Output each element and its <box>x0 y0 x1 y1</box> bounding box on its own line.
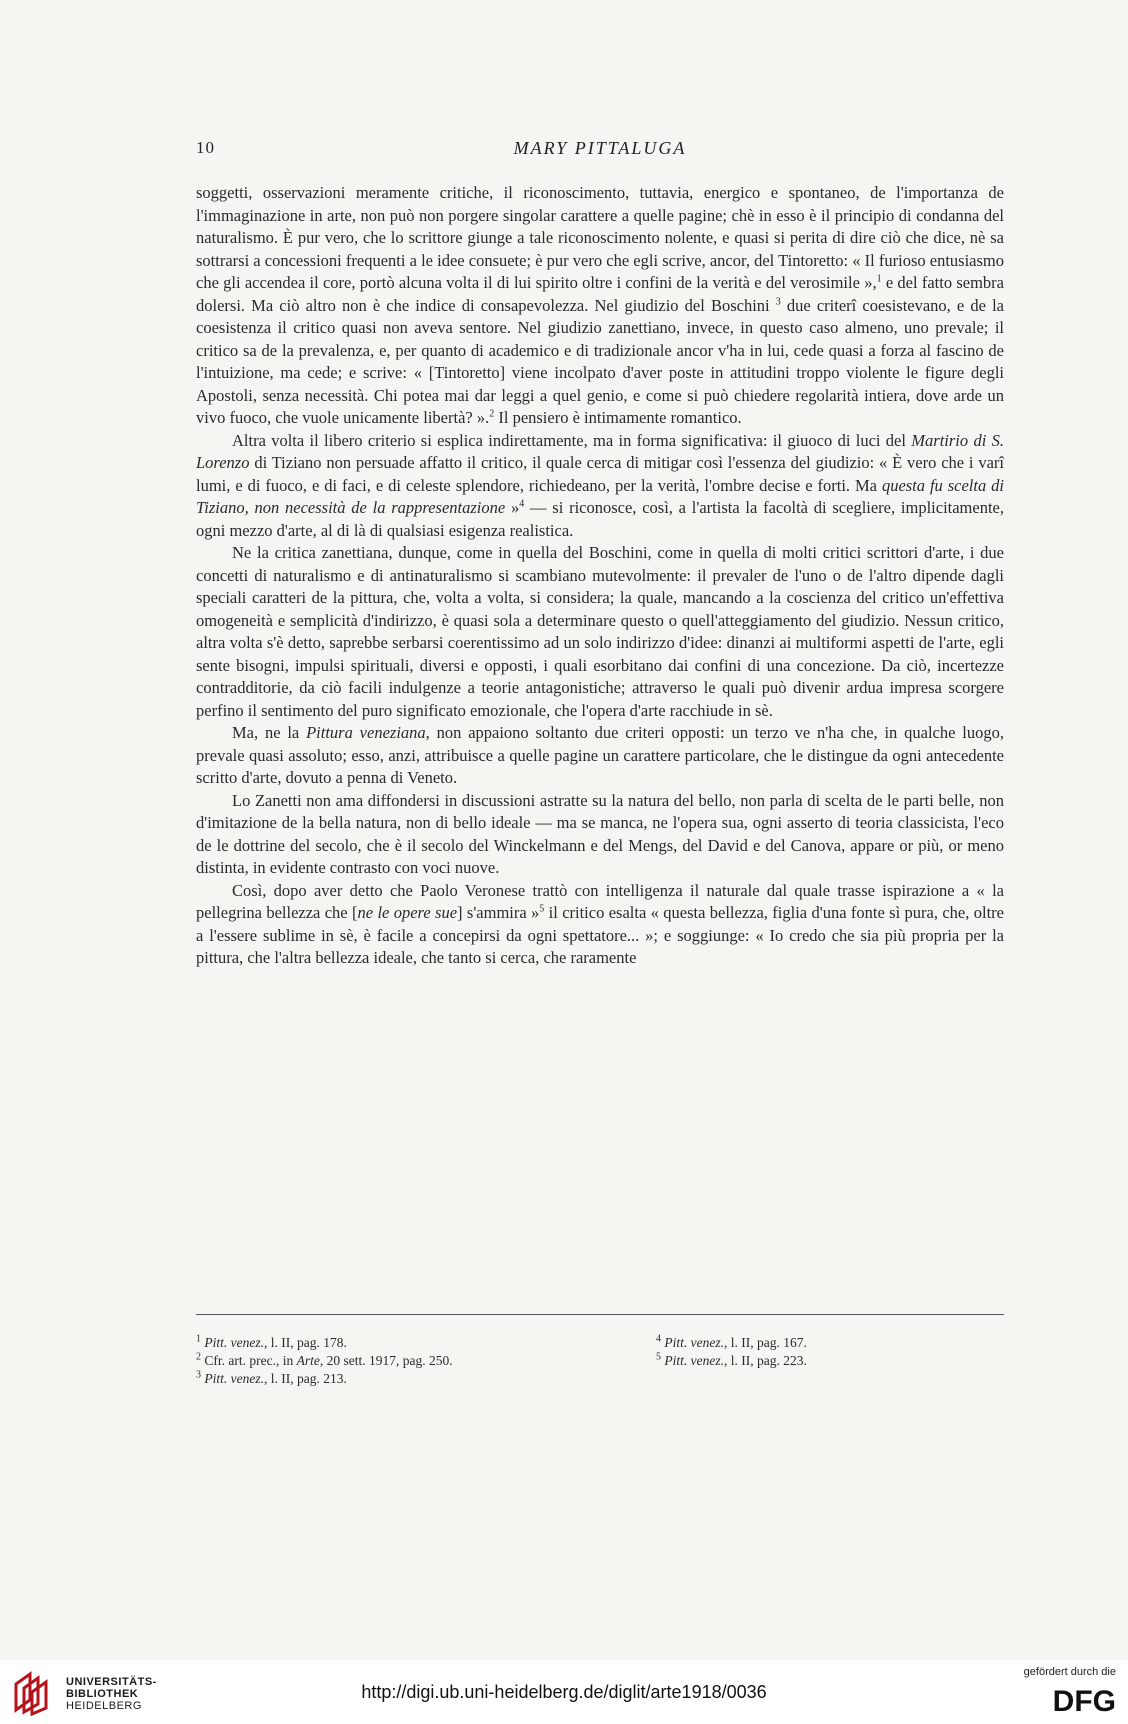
paragraph-6: Così, dopo aver detto che Paolo Veronese trattò con intelligenza il naturale dal quale trasse ispirazione a « la pellegrina bellezza che [ne le opere sue] s'ammira »$^5$ il critico esalta « questa bellezza, figlia d'una fonte sì pura, che, oltre a l'essere sublime in sè, è facile a concepirsi da ogni spettatore... »; e soggiunge: « Io credo che sia più propria per la pittura, che l'altra bellezza ideale, che tanto si cerca, che raramente <box>196 880 1004 967</box>
funded-by-text: gefördert durch die <box>1023 1666 1116 1678</box>
footnote-2: $^2$ Cfr. art. prec., in Arte, 20 sett. 1917, pag. 250. <box>196 1351 453 1368</box>
paragraph-2: Altra volta il libero criterio si esplica indirettamente, ma in forma significativa: il giuoco di luci del Martirio di S. Lorenzo di Tiziano non persuade affatto il critico, il quale cerca di mitigar così l'essenza del giudizio: « È vero che i varî lumi, e di fuoco, e di faci, e di celeste splendore, richiedeano, per la verità, l'ombre decise e forti. Ma questa fu scelta di Tiziano, non necessità de la rappresentazione »$^4$ — si riconosce, così, a l'artista la facoltà di scegliere, implicitamente, ogni mezzo d'arte, al di là di qualsiasi esigenza realistica. <box>196 430 1004 540</box>
footnotes-left-column <box>196 1334 616 1388</box>
book-title: Pittura veneziana <box>306 723 426 742</box>
body-text <box>196 182 1004 970</box>
dfg-logo <box>1020 1684 1116 1714</box>
dfg-logo-text: DFG <box>1052 1685 1116 1714</box>
footnote-divider <box>196 1314 1004 1315</box>
footnote-1: $^1$ Pitt. venez., l. II, pag. 178. <box>196 1333 347 1350</box>
italic-quote: questa fu scelta di Tiziano, non necessità de la rappresentazione <box>196 475 1004 517</box>
footnote-ref-3: 3 <box>775 296 781 307</box>
italic-insert: ne le opere sue <box>357 903 458 922</box>
document-url-link[interactable]: http://digi.ub.uni-heidelberg.de/diglit/arte1918/0036 <box>361 1682 767 1702</box>
artwork-title: Martirio di S. Lorenzo <box>196 430 1004 472</box>
paragraph-5: Lo Zanetti non ama diffondersi in discussioni astratte su la natura del bello, non parla di scelta de le parti belle, non d'imitazione de la bella natura, non di bello ideale — ma se manca, ne l'opera sua, ogni asserto di teoria classicista, l'eco de le dottrine del secolo, che è il secolo del Winckelmann e del Mengs, del David e del Canova, appare or più, or meno distinta, in evidente contrasto con voci nuove. <box>196 790 1004 877</box>
funder-block <box>1006 1666 1116 1714</box>
digitization-footer <box>0 1660 1128 1724</box>
footnotes-right-column <box>656 1334 1004 1370</box>
footnote-5: $^5$ Pitt. venez., l. II, pag. 223. <box>656 1351 807 1368</box>
footnote-4: $^4$ Pitt. venez., l. II, pag. 167. <box>656 1333 807 1350</box>
page-header <box>196 138 1004 168</box>
paragraph-4: Ma, ne la Pittura veneziana, non appaiono soltanto due criteri opposti: un terzo ve n'ha che, in qualche luogo, prevale quasi assoluto; esso, anzi, attribuisce a quelle pagine un carattere particolare, che le distingue da ogni antecedente scritto d'arte, dovuto a penna di Veneto. <box>196 723 1004 787</box>
running-title: MARY PITTALUGA <box>513 138 687 158</box>
footnote-3: $^3$ Pitt. venez., l. II, pag. 213. <box>196 1369 347 1386</box>
footnote-ref-1: 1 <box>876 273 882 285</box>
paragraph-1: soggetti, osservazioni meramente critiche, il riconoscimento, tuttavia, energico e spontaneo, de l'importanza de l'immaginazione in arte, non può non porgere singolar carattere a quelle pagine; chè in esso è il principio di condanna del naturalismo. È pur vero, che lo scrittore giunge a tale riconoscimento nolente, e quasi si perita di dire ciò che dice, nè sa sottrarsi a concessioni frequenti a le idee consuete; è pur vero che egli scrive, ancor, del Tintoretto: « Il furioso entusiasmo che gli accendea il core, portò alcuna volta il di lui spirito oltre i confini de la verità e del verosimile »,$^1$ e del fatto sembra dolersi. Ma ciò altro non è che indice di consapevolezza. Nel giudizio del Boschini $^3$ due criterî coesistevano, e de la coesistenza il critico quasi non aveva sentore. Nel giudizio zanettiano, invece, in questo caso almeno, uno prevale; il critico sa de la prevalenza, e, per quanto di academico e di tradizionale ancor v'ha in lui, cede quasi a forza al fascino de l'intuizione, ma cede; e scrive: « [Tintoretto] viene incolpato d'aver poste in attitudini troppo violente le figure degli Apostoli, senza necessità. Chi potea mai dar leggi a quel genio, e come si può chiedere regolarità intiera, dove arde un vivo fuoco, che vuole unicamente libertà? ».$^2$ Il pensiero è intimamente romantico. <box>196 183 1005 427</box>
library-name: UNIVERSITÄTS- BIBLIOTHEK HEIDELBERG <box>66 1676 157 1712</box>
footnote-ref-2: 2 <box>489 408 495 420</box>
paragraph-3: Ne la critica zanettiana, dunque, come in quella del Boschini, come in quella di molti critici scrittori d'arte, i due concetti di naturalismo e di antinaturalismo si scambiano mutevolmente: il prevaler de l'uno o de l'altro dipende dagli speciali caratteri de la pittura, che, volta a volta, si considera; la quale, mancando a la coscienza del critico un'effettiva omogeneità e semplicità d'indirizzo, è quasi sola a determinare questo o quell'atteggiamento del giudizio. Nessun critico, altra volta s'è detto, saprebbe serbarsi coerentissimo ad un solo indirizzo d'idee: dinanzi ai multiformi aspetti de l'arte, egli sente bisogni, impulsi spirituali, diversi e opposti, i quali esorbitano dai confini di una concezione. Da ciò, incertezze contradditorie, da ciò facili indulgenze a teorie antagonistiche; attraverso le quali può divenir ardua impresa scorgere perfino il sentimento del puro significato emozionale, che l'opera d'arte racchiude in sè. <box>196 543 1004 720</box>
page-number: 10 <box>196 138 215 157</box>
footnote-ref-4: 4 <box>519 498 525 510</box>
footnote-ref-5: 5 <box>539 903 545 915</box>
